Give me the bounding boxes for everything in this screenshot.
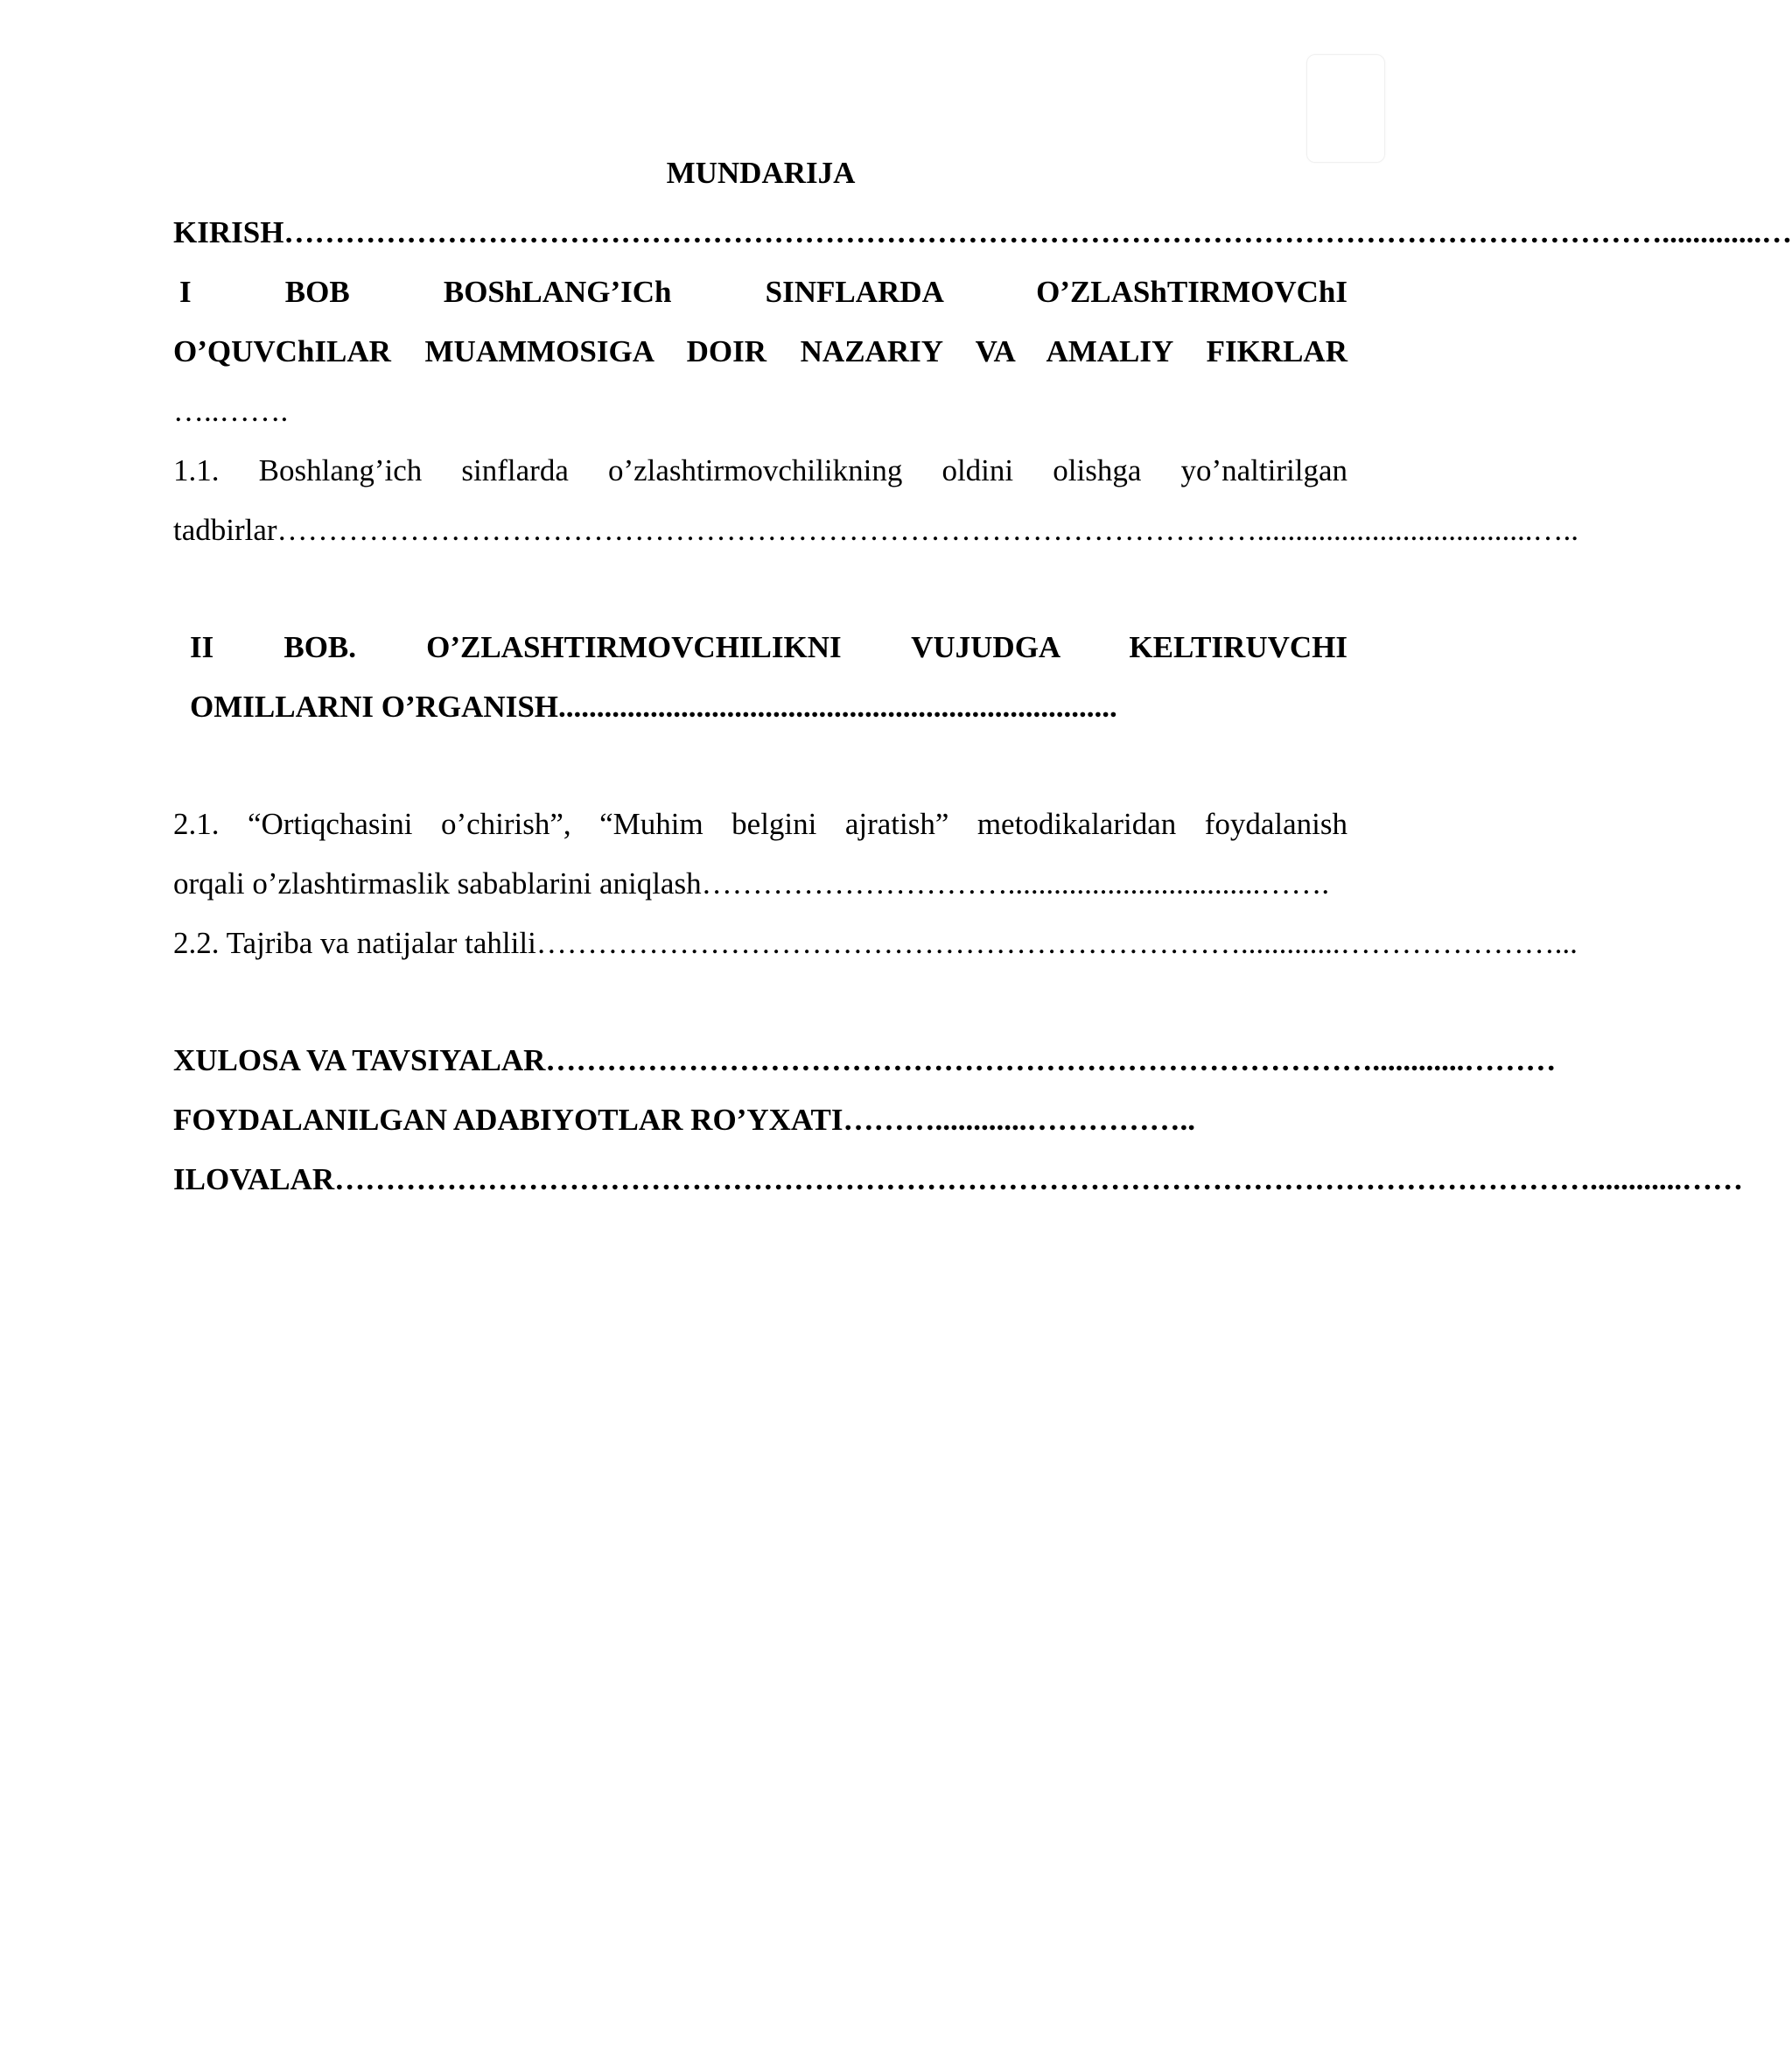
toc-chapter-1-line-1: I BOB BOShLANG’ICh SINFLARDA O’ZLAShTIRMOVChI xyxy=(179,275,1348,309)
toc-chapter-1-line-3: …..……. xyxy=(173,394,289,428)
toc-section-2-2: 2.2. Tajriba va natijalar tahlili…………………………………………………………….............…………………... xyxy=(173,926,1578,960)
toc-entry-ilovalar: ILOVALAR……………………………………………………………………………………………………………............…… xyxy=(173,1162,1744,1196)
toc-entry-xulosa: XULOSA VA TAVSIYALAR………………………………………………………………………............……… xyxy=(173,1043,1557,1077)
toc-section-2-1-line-2: orqali o’zlashtirmaslik sabablarini aniqlash………………………….................................……. xyxy=(173,866,1330,901)
page-title: MUNDARIJA xyxy=(666,156,856,190)
corner-placeholder-box xyxy=(1306,54,1385,163)
toc-section-1-1-line-1: 1.1. Boshlang’ich sinflarda o’zlashtirmovchilikning oldini olishga yo’naltirilgan xyxy=(173,453,1348,487)
toc-entry-foydalanilgan-adabiyotlar: FOYDALANILGAN ADABIYOTLAR RO’YXATI………............…………….. xyxy=(173,1103,1196,1137)
toc-entry-kirish: KIRISH……………………………………………………………………………………………………………………….............… xyxy=(173,215,1792,249)
toc-chapter-2-line-2: OMILLARNI O’RGANISH......................................................................... xyxy=(190,690,1117,724)
toc-section-2-1-line-1: 2.1. “Ortiqchasini o’chirish”, “Muhim belgini ajratish” metodikalaridan foydalanish xyxy=(173,807,1348,841)
toc-chapter-2-line-1: II BOB. O’ZLASHTIRMOVCHILIKNI VUJUDGA KELTIRUVCHI xyxy=(190,630,1348,664)
toc-section-1-1-line-2: tadbirlar……………………………………………………………………………………....................................….. xyxy=(173,513,1579,547)
toc-chapter-1-line-2: O’QUVChILAR MUAMMOSIGA DOIR NAZARIY VA AMALIY FIKRLAR xyxy=(173,334,1348,368)
